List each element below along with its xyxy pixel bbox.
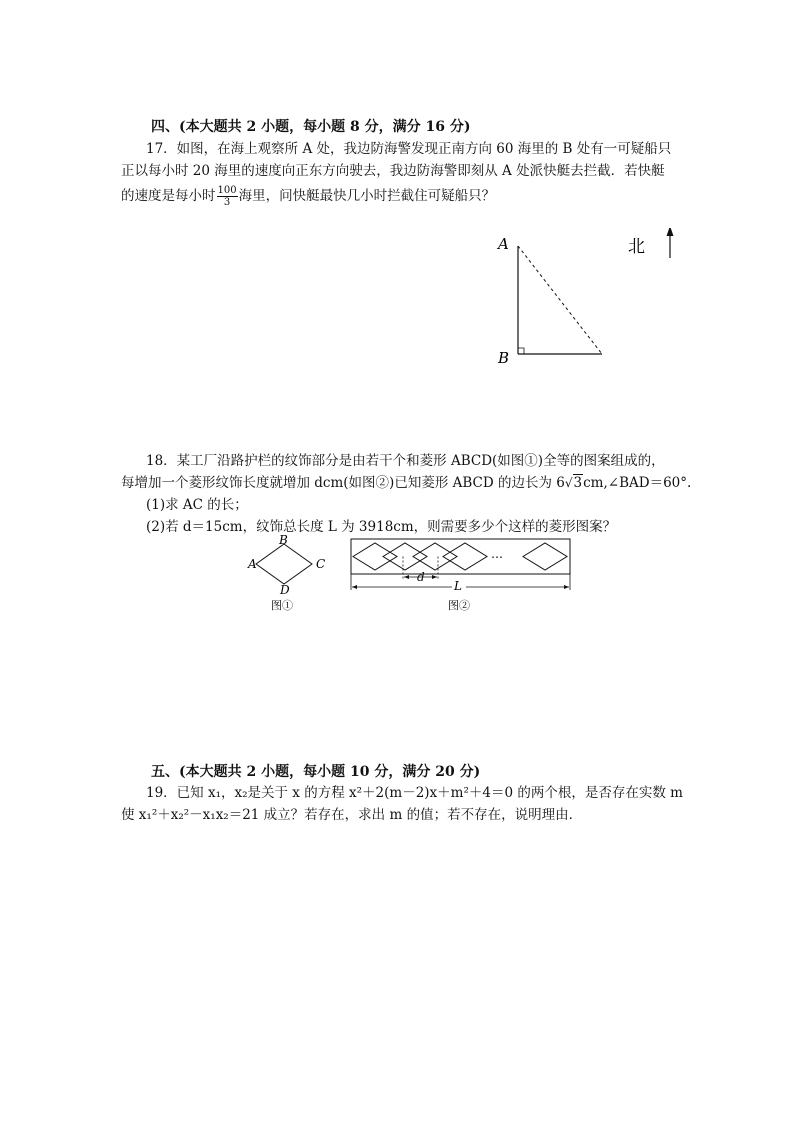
figure-2-caption: 图② xyxy=(448,599,470,612)
sqrt-three: 3 xyxy=(573,475,583,491)
north-label: 北 xyxy=(628,237,645,257)
rail-pattern-figure-2 xyxy=(348,534,573,614)
q17-right-triangle-figure xyxy=(490,228,690,373)
q17-line-2: 正以每小时 20 海里的速度向正东方向驶去，我边防海警即刻从 A 处派快艇去拦截．若快艇 xyxy=(121,163,665,179)
point-a-label: A xyxy=(498,235,509,253)
q17-line-1: 17．如图，在海上观察所 A 处，我边防海警发现正南方向 60 海里的 B 处有一可疑船只 xyxy=(146,141,672,157)
q18-line-2-post: cm,∠BAD＝60°. xyxy=(583,475,692,491)
q17-line-3-post: 海里，问快艇最快几小时拦截住可疑船只？ xyxy=(238,188,496,204)
point-b-label: B xyxy=(498,349,510,367)
d-label: d xyxy=(417,570,425,584)
rhombus-last xyxy=(523,543,567,570)
q17-line-3 xyxy=(121,185,495,208)
right-angle-mark xyxy=(518,348,524,354)
speed-fraction-numerator: 100 xyxy=(217,185,237,196)
q18-line-1: 18．某工厂沿路护栏的纹饰部分是由若干个和菱形 ABCD(如图①)全等的图案组成的， xyxy=(146,453,665,469)
q18-part-1: (1)求 AC 的长； xyxy=(146,497,248,513)
speed-fraction-denominator: 3 xyxy=(223,197,231,208)
vertex-a-label: A xyxy=(248,557,257,571)
figure-1-caption: 图① xyxy=(271,599,293,612)
q18-part-2: (2)若 d＝15cm，纹饰总长度 L 为 3918cm，则需要多少个这样的菱形图案？ xyxy=(146,519,617,535)
vertex-b-label: B xyxy=(279,534,288,547)
rhombus-abcd xyxy=(256,544,312,584)
speed-fraction xyxy=(217,185,238,208)
rhombus-1 xyxy=(353,543,397,570)
q19-line-2: 使 x₁²＋x₂²－x₁x₂＝21 成立？若存在，求出 m 的值；若不存在，说明理由． xyxy=(121,807,583,823)
rhombus-figure-1 xyxy=(246,534,330,614)
rhombus-2 xyxy=(383,543,427,570)
d-arrow-right-icon xyxy=(432,575,437,579)
q18-line-2: 每增加一个菱形纹饰长度就增加 dcm(如图②)已知菱形 ABCD 的边长为 6√3cm,∠BAD＝60°. xyxy=(121,475,692,491)
q19-line-1: 19．已知 x₁，x₂是关于 x 的方程 x²＋2(m－2)x＋m²＋4＝0 的两个根，是否存在实数 m xyxy=(146,785,683,801)
vertex-c-label: C xyxy=(316,557,326,571)
l-arrow-right-icon xyxy=(564,585,569,589)
section-5-heading: 五、(本大题共 2 小题，每小题 10 分，满分 20 分) xyxy=(151,764,481,780)
q17-line-3-pre: 的速度是每小时 xyxy=(121,188,216,204)
pattern-ellipsis: … xyxy=(491,547,503,561)
vertex-d-label: D xyxy=(280,583,290,597)
l-label: L xyxy=(454,579,462,593)
d-arrow-left-icon xyxy=(404,575,409,579)
north-arrow-icon xyxy=(667,228,674,236)
q18-line-2-pre: 每增加一个菱形纹饰长度就增加 dcm(如图②)已知菱形 ABCD 的边长为 6 xyxy=(121,475,565,491)
rhombus-4 xyxy=(443,543,487,570)
interception-path xyxy=(518,246,602,354)
rhombus-3 xyxy=(413,543,457,570)
section-4-heading: 四、(本大题共 2 小题，每小题 8 分，满分 16 分) xyxy=(151,119,471,135)
l-arrow-left-icon xyxy=(352,585,357,589)
